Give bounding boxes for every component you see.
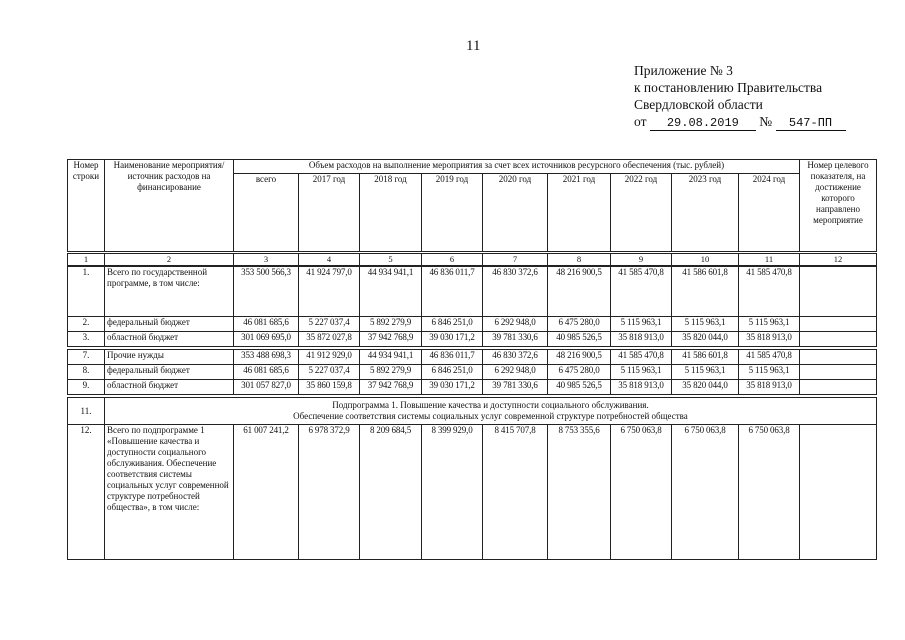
value-cell: 46 081 685,6 [234,365,299,380]
row-number: 1. [68,267,105,317]
value-cell: 41 586 601,8 [672,267,739,317]
value-cell: 44 934 941,1 [360,350,422,365]
value-cell: 8 399 929,0 [422,425,483,560]
table-header [67,159,877,252]
header-total: всего [234,174,299,252]
header-year: 2021 год [548,174,611,252]
table-row [68,380,877,395]
row-label: Всего по подпрограмме 1 «Повышение качества и доступности социального обслуживания. Обеспечение соответствия системы социальных услуг современной структуре потребностей общества», в том числе: [105,425,234,560]
column-index: 10 [672,254,739,266]
value-cell: 46 830 372,6 [483,350,548,365]
value-cell: 35 872 027,8 [299,332,360,347]
value-cell: 353 500 566,3 [234,267,299,317]
value-cell: 37 942 768,9 [360,380,422,395]
value-cell: 5 227 037,4 [299,317,360,332]
column-index: 11 [739,254,800,266]
value-cell: 6 750 063,8 [739,425,800,560]
value-cell: 35 818 913,0 [611,380,672,395]
value-cell: 6 750 063,8 [672,425,739,560]
value-cell: 6 846 251,0 [422,317,483,332]
header-year: 2024 год [739,174,800,252]
row-label: областной бюджет [105,332,234,347]
value-cell: 353 488 698,3 [234,350,299,365]
row-label: федеральный бюджет [105,317,234,332]
value-cell: 40 985 526,5 [548,380,611,395]
column-index: 3 [234,254,299,266]
table-row [68,425,877,560]
table-row [68,365,877,380]
header-indicator: Номер целевого показателя, на достижение которого направлено мероприятие [800,160,877,252]
table-row [68,317,877,332]
date-prefix: от [634,114,647,129]
appendix-region: Свердловской области [634,97,763,112]
column-index: 4 [299,254,360,266]
value-cell: 44 934 941,1 [360,267,422,317]
value-cell: 61 007 241,2 [234,425,299,560]
value-cell: 41 585 470,8 [739,350,800,365]
appendix-title: Приложение № 3 [634,63,733,78]
value-cell: 301 069 695,0 [234,332,299,347]
appendix-resolution: к постановлению Правительства [634,80,823,95]
column-index: 6 [422,254,483,266]
column-index: 12 [800,254,877,266]
row-label: областной бюджет [105,380,234,395]
value-cell: 5 115 963,1 [672,365,739,380]
header-year: 2022 год [611,174,672,252]
value-cell: 5 115 963,1 [611,365,672,380]
value-cell: 6 750 063,8 [611,425,672,560]
header-expense-group: Объем расходов на выполнение мероприятия за счет всех источников ресурсного обеспечения (тыс. рублей) [234,160,800,174]
value-cell: 37 942 768,9 [360,332,422,347]
value-cell: 39 030 171,2 [422,380,483,395]
value-cell: 6 846 251,0 [422,365,483,380]
header-year: 2020 год [483,174,548,252]
value-cell: 5 892 279,9 [360,365,422,380]
number-prefix: № [759,114,773,129]
table-row [68,267,877,317]
target-cell [800,267,877,317]
header-year: 2023 год [672,174,739,252]
table-row [68,350,877,365]
value-cell: 35 820 044,0 [672,332,739,347]
column-index: 9 [611,254,672,266]
value-cell: 39 781 330,6 [483,332,548,347]
value-cell: 46 836 011,7 [422,267,483,317]
column-index: 5 [360,254,422,266]
header-year: 2017 год [299,174,360,252]
value-cell: 41 912 929,0 [299,350,360,365]
target-cell [800,317,877,332]
value-cell: 6 475 280,0 [548,365,611,380]
subprogram-title-line: Подпрограмма 1. Повышение качества и доступности социального обслуживания. [332,400,649,410]
value-cell: 41 585 470,8 [611,267,672,317]
value-cell: 6 978 372,9 [299,425,360,560]
resolution-number: 547-ПП [776,117,846,131]
appendix-date-line [634,113,846,131]
row-label: Всего по государственной программе, в том числе: [105,267,234,317]
value-cell: 5 115 963,1 [739,365,800,380]
row-number: 7. [68,350,105,365]
column-index: 1 [68,254,105,266]
subprogram-title [105,398,877,425]
value-cell: 35 820 044,0 [672,380,739,395]
value-cell: 5 227 037,4 [299,365,360,380]
value-cell: 39 030 171,2 [422,332,483,347]
row-number: 8. [68,365,105,380]
value-cell: 48 216 900,5 [548,267,611,317]
header-row-number: Номер строки [68,160,105,252]
header-year: 2018 год [360,174,422,252]
value-cell: 8 753 355,6 [548,425,611,560]
value-cell: 8 209 684,5 [360,425,422,560]
value-cell: 6 292 948,0 [483,365,548,380]
value-cell: 40 985 526,5 [548,332,611,347]
table-row [68,332,877,347]
value-cell: 5 115 963,1 [739,317,800,332]
subprogram-table [67,397,877,560]
row-number: 3. [68,332,105,347]
column-index: 8 [548,254,611,266]
target-cell [800,425,877,560]
value-cell: 46 830 372,6 [483,267,548,317]
value-cell: 41 924 797,0 [299,267,360,317]
value-cell: 6 475 280,0 [548,317,611,332]
value-cell: 41 585 470,8 [739,267,800,317]
value-cell: 48 216 900,5 [548,350,611,365]
page-number: 11 [466,38,481,54]
value-cell: 5 115 963,1 [611,317,672,332]
other-needs-table [67,349,877,395]
value-cell: 301 057 827,0 [234,380,299,395]
header-year: 2019 год [422,174,483,252]
column-index: 7 [483,254,548,266]
row-number: 12. [68,425,105,560]
value-cell: 6 292 948,0 [483,317,548,332]
program-totals-table [67,266,877,347]
value-cell: 35 818 913,0 [739,380,800,395]
row-number: 11. [68,398,105,425]
value-cell: 41 586 601,8 [672,350,739,365]
row-label: федеральный бюджет [105,365,234,380]
value-cell: 35 818 913,0 [739,332,800,347]
header-name: Наименование мероприятия/ источник расходов на финансирование [105,160,234,252]
appendix-header [634,62,846,131]
value-cell: 35 860 159,8 [299,380,360,395]
target-cell [800,350,877,365]
target-cell [800,365,877,380]
resolution-date: 29.08.2019 [650,117,756,131]
subprogram-title-line: Обеспечение соответствия системы социальных услуг современной структуре потребностей общества [293,411,688,421]
row-number: 2. [68,317,105,332]
value-cell: 35 818 913,0 [611,332,672,347]
target-cell [800,332,877,347]
value-cell: 41 585 470,8 [611,350,672,365]
target-cell [800,380,877,395]
row-label: Прочие нужды [105,350,234,365]
value-cell: 5 115 963,1 [672,317,739,332]
value-cell: 5 892 279,9 [360,317,422,332]
column-index: 2 [105,254,234,266]
value-cell: 8 415 707,8 [483,425,548,560]
value-cell: 46 081 685,6 [234,317,299,332]
row-number: 9. [68,380,105,395]
subprogram-header-row [68,398,877,425]
column-index-row [67,253,877,266]
value-cell: 46 836 011,7 [422,350,483,365]
value-cell: 39 781 330,6 [483,380,548,395]
